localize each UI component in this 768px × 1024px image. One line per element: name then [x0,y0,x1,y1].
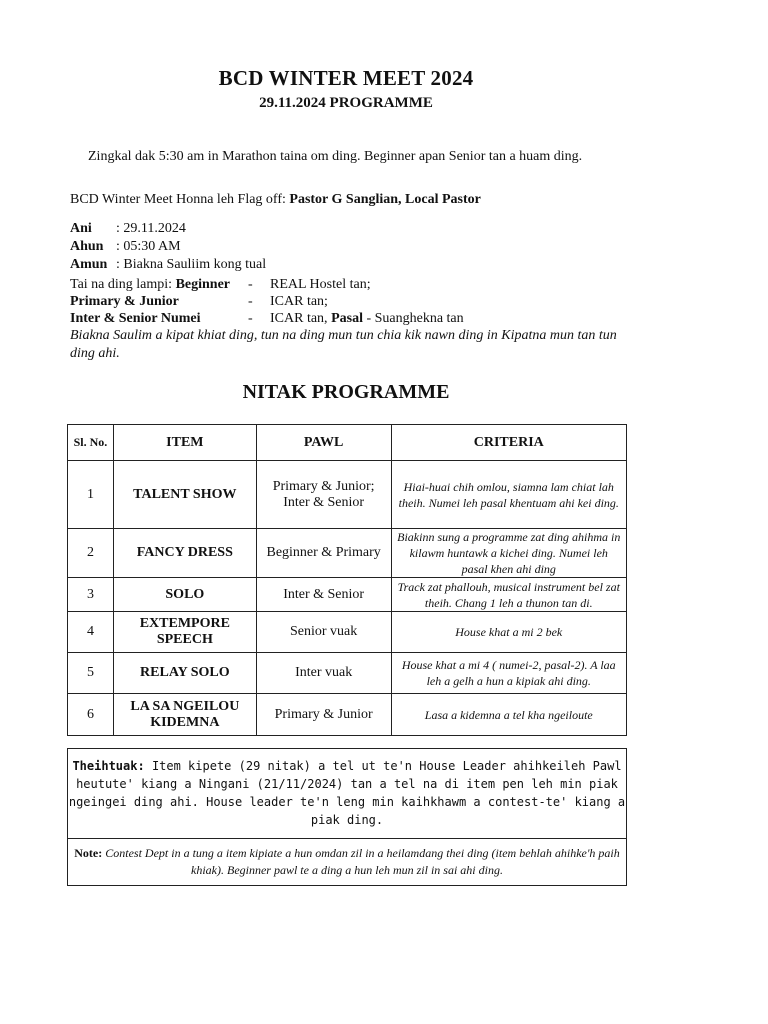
header-criteria: CRITERIA [391,425,626,461]
cell-sl: 1 [68,461,114,529]
cell-pawl: Inter vuak [256,653,391,694]
detail-key: Ahun [70,239,104,254]
cell-pawl: Inter & Senior [256,578,391,612]
flag-off-value: Pastor G Sanglian, Local Pastor [289,192,481,207]
detail-value: : 29.11.2024 [116,221,186,236]
cell-pawl: Beginner & Primary [256,529,391,578]
detail-row-time [70,238,181,255]
theihtuak-label: Theihtuak: [72,759,145,773]
route-row-primary-junior [70,293,328,310]
route-place: ICAR tan, [270,311,328,326]
contest-note [68,839,626,885]
route-group-2: Pasal [331,311,363,326]
detail-row-date [70,220,186,237]
note-label: Note: [74,846,103,860]
cell-criteria: Hiai-huai chih omlou, siamna lam chiat lah theih. Numei leh pasal khentuam ahi kei ding. [391,461,626,529]
table-row [68,653,627,694]
cell-pawl: Primary & Junior [256,694,391,736]
route-place: ICAR tan; [270,294,328,309]
notes-box [67,748,627,886]
document-subtitle: 29.11.2024 PROGRAMME [259,95,433,111]
cell-sl: 6 [68,694,114,736]
cell-sl: 2 [68,529,114,578]
route-place: REAL Hostel tan; [270,277,371,292]
intro-text: Zingkal dak 5:30 am in Marathon taina om ding. Beginner apan Senior tan a huam ding. [88,149,583,164]
table-row [68,612,627,653]
cell-item: SOLO [113,578,256,612]
route-row-beginner [70,276,371,293]
programme-table [67,424,627,736]
cell-pawl: Senior vuak [256,612,391,653]
table-row [68,578,627,612]
cell-item: RELAY SOLO [113,653,256,694]
cell-sl: 5 [68,653,114,694]
cell-criteria: Track zat phallouh, musical instrument bel zat theih. Chang 1 leh a thunon tan di. [391,578,626,612]
cell-criteria: House khat a mi 2 bek [391,612,626,653]
table-row [68,694,627,736]
detail-row-place [70,256,266,273]
detail-key: Ani [70,221,92,236]
route-place-2: - Suanghekna tan [366,311,464,326]
route-group: Primary & Junior [70,294,179,309]
route-group: Beginner [175,277,231,292]
route-dash: - [248,277,253,292]
flag-off-label: BCD Winter Meet Honna leh Flag off: [70,192,286,207]
route-dash: - [248,311,253,326]
cell-criteria: Biakinn sung a programme zat ding ahihma in kilawm huntawk a kichei ding. Numei leh pasal khen ahi ding [391,529,626,578]
cell-item: FANCY DRESS [113,529,256,578]
route-row-inter-senior [70,310,464,327]
flag-off-line [70,192,481,208]
theihtuak-text: Item kipete (29 nitak) a tel ut te'n House Leader ahihkeileh Pawl heutute' kiang a Ningani (21/11/2024) tan a tel na di item pen leh min piak ngeingei ding ahi. House leader te'n leng min kaihkhawm a contest-te' kiang a piak ding. [68,759,626,827]
route-note: Biakna Saulim a kipat khiat ding, tun na ding mun tun chia kik nawn ding in Kipatna mun tan tun ding ahi. [70,328,617,361]
table-row [68,529,627,578]
cell-item: LA SA NGEILOU KIDEMNA [113,694,256,736]
header-item: ITEM [113,425,256,461]
detail-key: Amun [70,257,108,272]
cell-item: TALENT SHOW [113,461,256,529]
cell-sl: 4 [68,612,114,653]
header-pawl: PAWL [256,425,391,461]
cell-pawl: Primary & Junior; Inter & Senior [256,461,391,529]
cell-criteria: Lasa a kidemna a tel kha ngeiloute [391,694,626,736]
section-title: NITAK PROGRAMME [242,381,450,403]
table-header-row [68,425,627,461]
cell-criteria: House khat a mi 4 ( numei-2, pasal-2). A laa leh a gelh a hun a kipiak ahi ding. [391,653,626,694]
route-dash: - [248,294,253,309]
cell-sl: 3 [68,578,114,612]
route-prefix: Tai na ding lampi: [70,277,173,292]
note-text: Contest Dept in a tung a item kipiate a hun omdan zil in a heilamdang thei ding (item behlah ahihke'h paih khiak). Beginner pawl te a ding a hun leh mun zil in sai ahi ding. [105,846,620,877]
detail-value: : Biakna Sauliim kong tual [116,257,267,272]
theihtuak-note [68,749,626,839]
route-group: Inter & Senior Numei [70,311,201,326]
header-sl-no: Sl. No. [68,425,114,461]
detail-value: : 05:30 AM [116,239,181,254]
table-row [68,461,627,529]
document-title: BCD WINTER MEET 2024 [218,66,474,90]
cell-item: EXTEMPORE SPEECH [113,612,256,653]
